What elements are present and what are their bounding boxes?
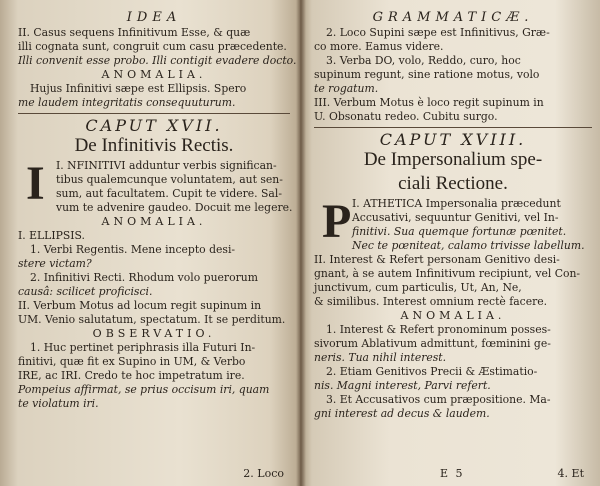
text-line: tibus qualemcunque voluntatem, aut sen- (56, 173, 283, 186)
text-line: 2. Loco Supini sæpe est Infinitivus, Græ- (326, 26, 550, 39)
text-line: nis. Magni interest, Parvi refert. (314, 379, 491, 392)
text-line: gnant, à se autem Infinitivum recipiunt, vel Con- (314, 267, 581, 280)
text-line: II. Casus sequens Infinitivum Esse, & quæ (18, 26, 251, 39)
text-line: I. ELLIPSIS. (18, 229, 85, 242)
text-line: te rogatum. (314, 82, 379, 95)
chapter-title-line-1: De Impersonalium spe- (363, 149, 543, 170)
text-line: 1. Huc pertinet periphrasis illa Futuri In- (30, 341, 256, 354)
text-line: co more. Eamus videre. (314, 40, 444, 53)
text-line: supinum regunt, sine ratione motus, volo (314, 68, 540, 81)
text-line: te violatum iri. (18, 397, 99, 410)
text-line: II. Interest & Refert personam Genitivo desi- (314, 253, 560, 266)
text-line: & similibus. Interest omnium rectè facere. (314, 295, 548, 308)
text-line: I. ATHETICA Impersonalia præcedunt (352, 197, 561, 210)
text-line: vum te advenire gaudeo. Docuit me legere. (56, 201, 293, 214)
text-line: me laudem integritatis consequuturum. (18, 96, 236, 109)
observatio-heading: OBSERVATIO. (92, 327, 216, 340)
catchword: 2. Loco (243, 467, 284, 480)
text-line: Pompeius affirmat, se prius occisum iri, quam (18, 383, 270, 396)
text-line: 1. Interest & Refert pronominum posses- (326, 323, 551, 336)
right-running-head: GRAMMATICÆ. (372, 10, 534, 25)
text-line: II. Verbum Motus ad locum regit supinum in (18, 299, 262, 312)
text-line: sivorum Ablativum admittunt, fœminini ge- (314, 337, 551, 350)
signature-mark: E 5 (440, 467, 465, 480)
text-line: finitivi, quæ fit ex Supino in UM, & Verbo (18, 355, 246, 368)
divider (314, 127, 592, 128)
book-gutter (296, 0, 306, 486)
text-line: 2. Etiam Genitivos Precii & Æstimatio- (326, 365, 538, 378)
text-line: 2. Infinitivi Recti. Rhodum volo puerorum (30, 271, 258, 284)
anomalia-heading: ANOMALIA. (101, 215, 207, 228)
text-line: UM. Venio salutatum, spectatum. It se perditum. (18, 313, 286, 326)
text-line: 3. Verba DO, volo, Reddo, curo, hoc (326, 54, 521, 67)
drop-capital: I (26, 157, 45, 210)
text-line: 1. Verbi Regentis. Mene incepto desi- (30, 243, 236, 256)
text-line: junctivum, cum particulis, Ut, An, Ne, (314, 281, 522, 294)
text-line: Accusativi, sequuntur Genitivi, vel In- (352, 211, 559, 224)
left-top-text (18, 26, 297, 68)
chapter-number: CAPUT XVIII. (379, 130, 527, 149)
text-line: IRE, ac IRI. Credo te hoc impetratum ire. (18, 369, 245, 382)
drop-capital: P (322, 195, 352, 248)
text-line: U. Obsonatu redeo. Cubitu surgo. (314, 110, 498, 123)
text-line: neris. Tua nihil interest. (314, 351, 447, 364)
drop-paragraph (18, 157, 293, 215)
left-running-head: IDEA (126, 10, 182, 25)
text-line: Illi convenit esse probo. Illi contigit evadere docto. (18, 54, 297, 67)
text-line: III. Verbum Motus è loco regit supinum in (314, 96, 544, 109)
anomalia-heading: ANOMALIA. (101, 68, 207, 81)
right-page (300, 0, 600, 486)
text-line: 3. Et Accusativos cum præpositione. Ma- (326, 393, 551, 406)
chapter-number: CAPUT XVII. (85, 116, 223, 135)
divider (18, 113, 290, 114)
text-line: stere victam? (18, 257, 92, 270)
chapter-title: De Infinitivis Rectis. (74, 135, 234, 156)
text-line: Nec te pœniteat, calamo trivisse labellum. (352, 239, 585, 252)
text-line: I. NFINITIVI adduntur verbis significan- (56, 159, 277, 172)
text-line: gni interest ad decus & laudem. (314, 407, 490, 420)
text-line: illi cognata sunt, congruit cum casu præcedente. (18, 40, 287, 53)
anomalia-heading: ANOMALIA. (400, 309, 506, 322)
text-line: finitivi. Sua quemque fortunæ pœnitet. (352, 225, 567, 238)
catchword: 4. Et (557, 467, 584, 480)
text-line: causâ: scilicet proficisci. (18, 285, 153, 298)
text-line: sum, aut facultatem. Cupit te videre. Sal- (56, 187, 282, 200)
chapter-title-line-2: ciali Rectione. (398, 173, 508, 194)
drop-paragraph (314, 197, 592, 253)
text-line: Hujus Infinitivi sæpe est Ellipsis. Spero (30, 82, 247, 95)
